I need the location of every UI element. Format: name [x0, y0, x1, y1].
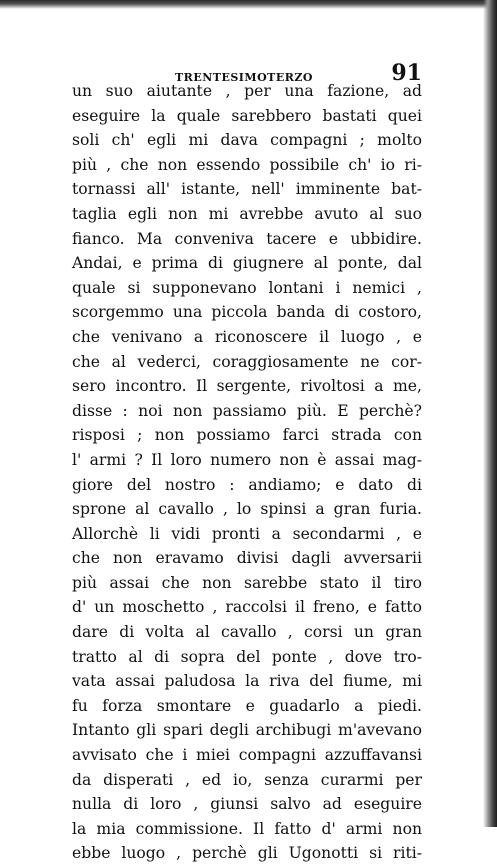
- text-line: un suo aiutante , per una fazione, ad: [72, 82, 422, 100]
- text-line: disse : noi non passiamo più. E perchè?: [72, 401, 422, 420]
- body-text: [72, 79, 422, 866]
- text-line: vata assai paludosa la riva del fiume, mi: [72, 672, 422, 691]
- page-number: 91: [391, 60, 422, 86]
- text-line: la mia commissione. Il fatto d' armi non: [72, 819, 422, 838]
- text-line: scorgemmo una piccola banda di costoro,: [72, 303, 422, 322]
- text-line: Andai, e prima di giugnere al ponte, dal: [72, 254, 422, 273]
- text-line: quale si supponevano lontani i nemici ,: [72, 278, 422, 297]
- text-line: ebbe luogo , perchè gli Ugonotti si riti-: [72, 844, 422, 863]
- text-line: fu forza smontare e guadarlo a piedi.: [72, 696, 422, 715]
- text-line: sprone al cavallo , lo spinsi a gran furia.: [72, 500, 422, 519]
- text-line: eseguire la quale sarebbero bastati quei: [72, 106, 422, 125]
- text-line: fianco. Ma conveniva tacere e ubbidire.: [72, 229, 422, 248]
- text-line: l' armi ? Il loro numero non è assai mag-: [72, 450, 422, 469]
- text-line: risposi ; non possiamo farci strada con: [72, 426, 422, 445]
- text-line: che venivano a riconoscere il luogo , e: [72, 327, 422, 346]
- text-line: sero incontro. Il sergente, rivoltosi a me,: [72, 377, 422, 396]
- running-head: TRENTESIMOTERZO: [175, 71, 314, 84]
- text-line: avvisato che i miei compagni azzuffavansi: [72, 746, 422, 765]
- text-line: che non eravamo divisi dagli avversarii: [72, 549, 422, 568]
- text-line: Intanto gli spari degli archibugi m'avevano: [72, 721, 422, 740]
- text-line: giore del nostro : andiamo; e dato di: [72, 475, 422, 494]
- text-line: nulla di loro , giunsi salvo ad eseguire: [72, 795, 422, 814]
- text-line: che al vederci, coraggiosamente ne cor-: [72, 352, 422, 371]
- page-top-shadow: [0, 0, 497, 9]
- text-line: Allorchè li vidi pronti a secondarmi , e: [72, 524, 422, 543]
- text-line: più assai che non sarebbe stato il tiro: [72, 573, 422, 592]
- page-right-shadow: [483, 0, 497, 827]
- text-line: da disperati , ed io, senza curarmi per: [72, 770, 422, 789]
- text-line: dare di volta al cavallo , corsi un gran: [72, 623, 422, 642]
- text-line: taglia egli non mi avrebbe avuto al suo: [72, 204, 422, 223]
- text-line: soli ch' egli mi dava compagni ; molto: [72, 131, 422, 150]
- text-line: tratto al di sopra del ponte , dove tro-: [72, 647, 422, 666]
- text-line: tornassi all' istante, nell' imminente bat-: [72, 180, 422, 199]
- text-line: più , che non essendo possibile ch' io ri-: [72, 155, 422, 174]
- text-line: d' un moschetto , raccolsi il freno, e fatto: [72, 598, 422, 617]
